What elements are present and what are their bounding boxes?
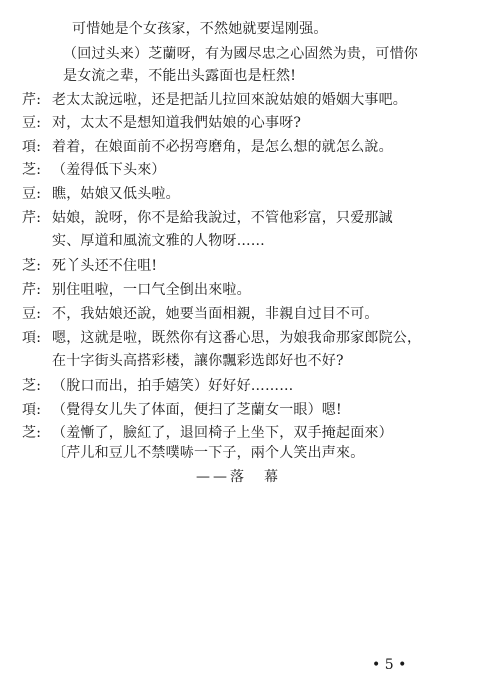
speaker-label: 芹: <box>22 92 42 108</box>
speaker-label: 豆: <box>22 115 42 131</box>
speaker-label: 芝: <box>22 378 42 394</box>
page-number: • 5 • <box>372 657 407 673</box>
speaker-label: 芝: <box>22 258 42 274</box>
dialogue-line <box>22 281 251 299</box>
dialogue-line <box>22 377 293 395</box>
dialogue-line <box>22 401 342 419</box>
dialogue-line <box>22 424 393 442</box>
speaker-label: 芹: <box>22 282 42 298</box>
dialogue-text: 着着，在娘面前不必拐弯磨角，是怎么想的就怎么說。 <box>52 139 393 155</box>
dialogue-text: 姑娘，說呀，你不是給我說过，不管他彩富，只爱那誠 <box>52 210 393 226</box>
dialogue-line <box>22 161 166 179</box>
speaker-label: 芝: <box>22 425 42 441</box>
speaker-label: 芝: <box>22 162 42 178</box>
dialogue-text: 死丫头还不住咀! <box>52 258 158 274</box>
dialogue-line <box>22 305 379 323</box>
speaker-label: 項: <box>22 139 42 155</box>
dialogue-line <box>22 257 157 275</box>
dialogue-text: 不，我姑娘还說，她要当面相親，非親自过目不可。 <box>52 306 379 322</box>
dialogue-text: （羞得低下头來） <box>52 162 166 178</box>
text-line: （回过头来）芝蘭呀，有为國尽忠之心固然为贵，可惜你 <box>63 46 418 62</box>
speaker-label: 項: <box>22 330 42 346</box>
speaker-label: 芹: <box>22 210 42 226</box>
text-line: 是女流之辈，不能出头露面也是枉然! <box>63 68 297 84</box>
dialogue-text: 别住咀啦，一口气全倒出來啦。 <box>52 282 251 298</box>
speaker-label: 豆: <box>22 186 42 202</box>
dialogue-text: （羞慚了，臉紅了，退回椅子上坐下，双手掩起面來） <box>52 425 393 441</box>
speaker-label: 豆: <box>22 306 42 322</box>
dialogue-line <box>22 91 407 109</box>
dialogue-text: 瞧，姑娘又低头啦。 <box>52 186 180 202</box>
stage-direction: 〔芹儿和豆儿不禁噗哧一下子，兩个人笑出声來。 <box>52 445 365 461</box>
dialogue-line <box>22 329 421 347</box>
text-line: 可惜她是个女孩家，不然她就要逞刚强。 <box>72 21 328 37</box>
dialogue-line <box>22 114 301 132</box>
dialogue-line <box>22 209 393 227</box>
dialogue-continuation: 实、厚道和風流文雅的人物呀…… <box>52 233 265 249</box>
dialogue-text: （覺得女儿失了体面，便扫了芝蘭女一眼）嗯! <box>52 402 342 418</box>
dialogue-line <box>22 185 180 203</box>
dialogue-text: 对，太太不是想知道我們姑娘的心事呀? <box>52 115 302 131</box>
curtain-text: ——落 幕 <box>196 469 281 485</box>
dialogue-text: 老太太說远啦，还是把話儿拉回來說姑娘的婚姻大事吧。 <box>52 92 407 108</box>
dialogue-text: 嗯，这就是啦，既然你有这番心思，为娘我命那家郎院公， <box>52 330 422 346</box>
speaker-label: 項: <box>22 402 42 418</box>
dialogue-continuation: 在十字街头高搭彩楼，讓你飄彩选郎好也不好? <box>52 353 344 369</box>
dialogue-line <box>22 138 393 156</box>
dialogue-text: （脫口而出，拍手嬉笑）好好好……… <box>52 378 294 394</box>
